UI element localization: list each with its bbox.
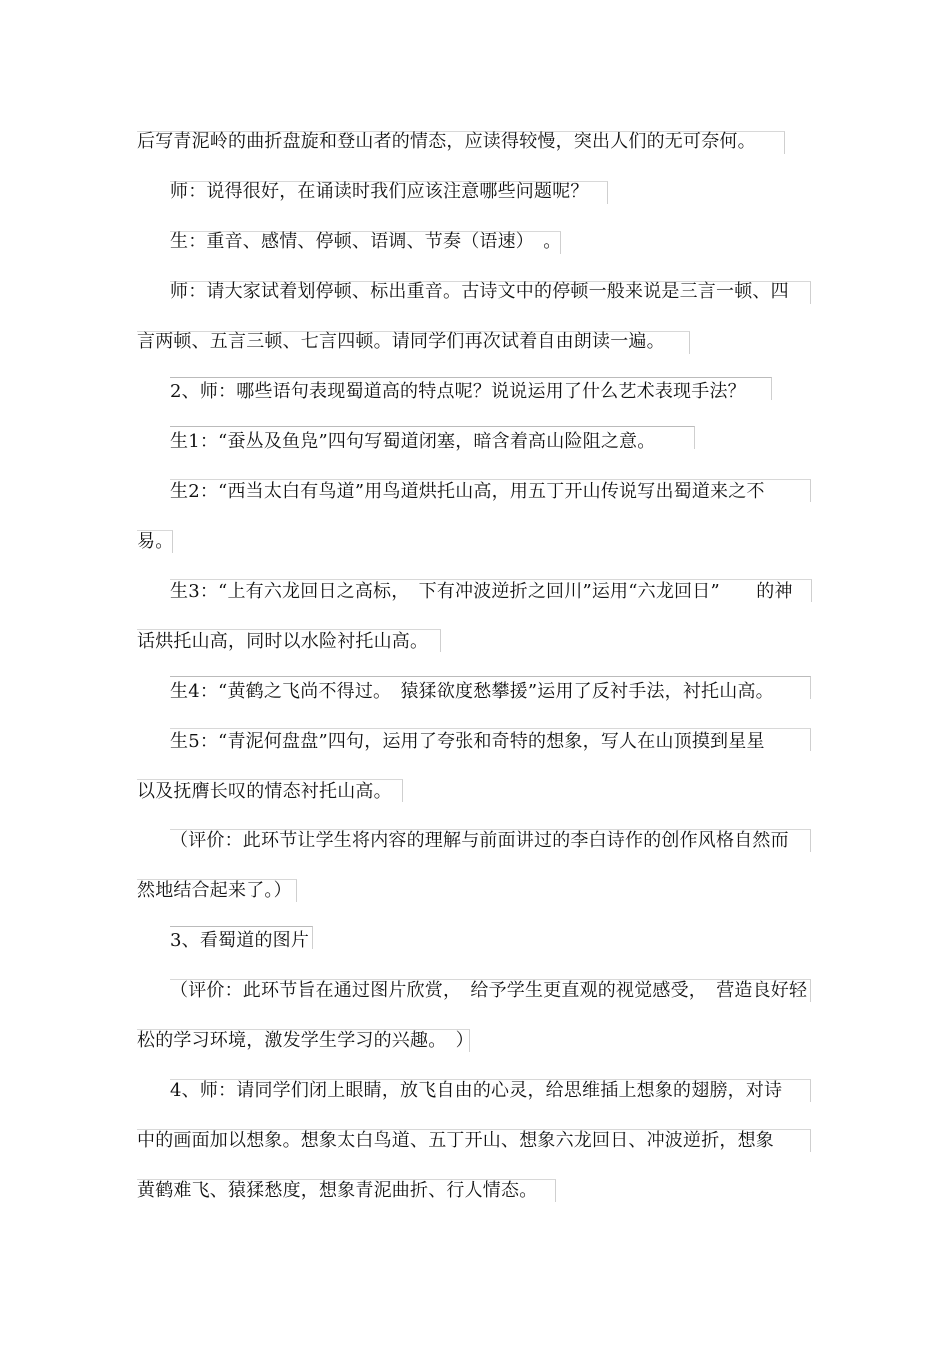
text-line: 3、看蜀道的图片 <box>170 930 310 951</box>
text-line: 松的学习环境，激发学生学习的兴趣。 ） <box>137 1030 474 1051</box>
text-line: 师：请大家试着划停顿、标出重音。古诗文中的停顿一般来说是三言一顿、四 <box>170 281 789 302</box>
text-line: （评价：此环节让学生将内容的理解与前面讲过的李白诗作的创作风格自然而 <box>170 830 789 851</box>
text-line: 生：重音、感情、停顿、语调、节奏（语速） 。 <box>170 231 562 252</box>
text-line: （评价：此环节旨在通过图片欣赏， 给予学生更直观的视觉感受， 营造良好轻 <box>170 980 808 1001</box>
text-line: 4、师：请同学们闭上眼睛，放飞自由的心灵，给思维插上想象的翅膀，对诗 <box>170 1080 783 1101</box>
text-line: 生2：“西当太白有鸟道”用鸟道烘托山高，用五丁开山传说写出蜀道来之不 <box>170 481 765 502</box>
text-line: 以及抚膺长叹的情态衬托山高。 <box>137 781 392 802</box>
text-line: 2、师：哪些语句表现蜀道高的特点呢？说说运用了什么艺术表现手法？ <box>170 381 746 402</box>
text-line: 言两顿、五言三顿、七言四顿。请同学们再次试着自由朗读一遍。 <box>137 331 665 352</box>
text-line: 生1：“蚕丛及鱼凫”四句写蜀道闭塞，暗含着高山险阻之意。 <box>170 431 656 452</box>
text-line: 然地结合起来了。） <box>137 880 292 901</box>
text-line: 生3：“上有六龙回日之高标， 下有冲波逆折之回川”运用“六龙回日” 的神 <box>170 581 793 602</box>
text-line: 生5：“青泥何盘盘”四句，运用了夸张和奇特的想象，写人在山顶摸到星星 <box>170 731 765 752</box>
text-line: 话烘托山高，同时以水险衬托山高。 <box>137 631 429 652</box>
text-line: 生4：“黄鹤之飞尚不得过。 猿猱欲度愁攀援”运用了反衬手法，衬托山高。 <box>170 681 774 702</box>
text-line: 后写青泥岭的曲折盘旋和登山者的情态，应读得较慢，突出人们的无可奈何。 <box>137 131 756 152</box>
text-line: 易。 <box>137 531 174 552</box>
text-line: 师：说得很好，在诵读时我们应该注意哪些问题呢？ <box>170 181 589 202</box>
text-line: 黄鹤难飞、猿猱愁度，想象青泥曲折、行人情态。 <box>137 1180 538 1201</box>
text-line: 中的画面加以想象。想象太白鸟道、五丁开山、想象六龙回日、冲波逆折，想象 <box>137 1130 774 1151</box>
